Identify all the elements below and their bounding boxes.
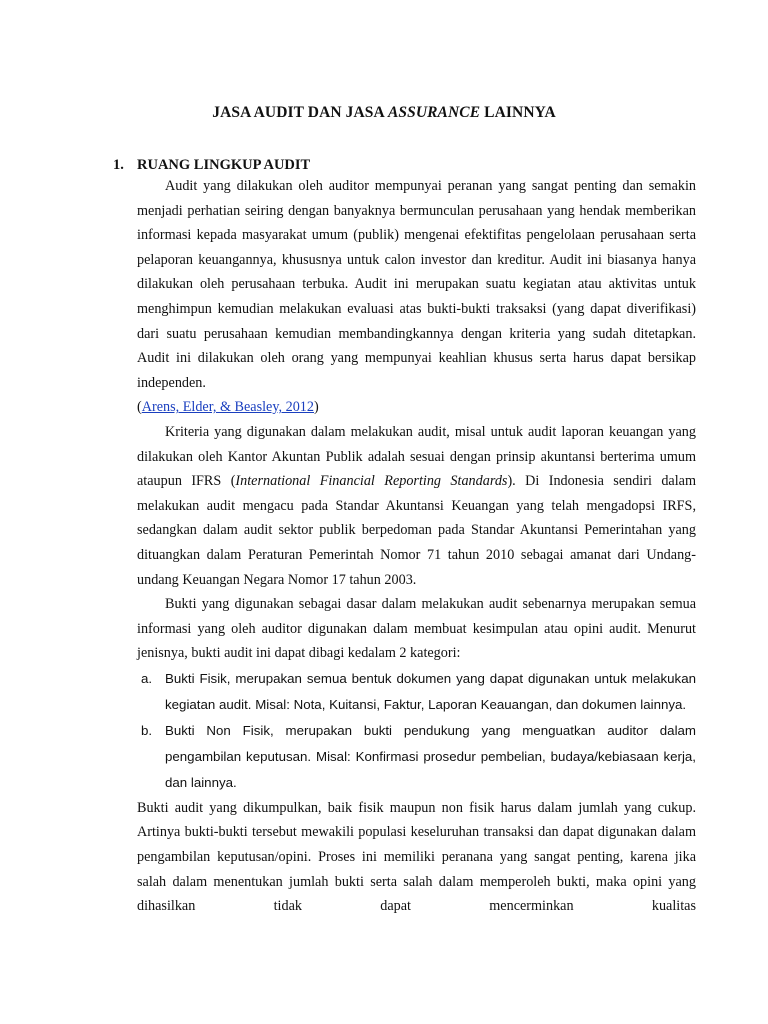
paragraph-criteria	[137, 420, 696, 592]
paragraph-sufficiency	[137, 796, 696, 919]
paragraph-audit-role	[137, 174, 696, 395]
list-item	[137, 666, 696, 718]
list-item-text: Bukti Fisik, merupakan semua bentuk dokumen yang dapat digunakan untuk melakukan kegiatan audit. Misal: Nota, Kuitansi, Faktur, Laporan Keauangan, dan dokumen lainnya.	[165, 670, 696, 712]
citation-line	[137, 395, 696, 420]
list-item-text: Bukti Non Fisik, merupakan bukti pendukung yang menguatkan auditor dalam pengambilan keputusan. Misal: Konfirmasi prosedur pembelian, budaya/kebiasaan kerja, dan lainnya.	[165, 722, 696, 790]
section-heading-text: RUANG LINGKUP AUDIT	[137, 157, 311, 173]
paragraph-3-text: Bukti yang digunakan sebagai dasar dalam melakukan audit sebenarnya merupakan semua informasi yang oleh auditor digunakan dalam membuat kesimpulan atau opini audit. Menurut jenisnya, bukti audit ini dapat dibagi kedalam 2 kategori:	[137, 596, 696, 662]
title-part-2-italic: ASSURANCE	[387, 104, 481, 121]
document-body	[137, 174, 696, 919]
section-heading	[113, 157, 310, 174]
section-number: 1.	[113, 157, 124, 173]
list-marker: a.	[141, 670, 153, 686]
paragraph-4-text: Bukti audit yang dikumpulkan, baik fisik maupun non fisik harus dalam jumlah yang cukup. Artinya bukti-bukti tersebut mewakili populasi keseluruhan transaksi dan dapat digunakan dalam pengambilan keputusan/opini. Proses ini memiliki peranana yang sangat penting, karena jika salah dalam menentukan jumlah bukti serta salah dalam memperoleh bukti, maka opini yang dihasilkan tidak dapat mencerminkan kualitas	[137, 799, 696, 915]
title-part-1: JASA AUDIT DAN JASA	[212, 104, 384, 121]
list-marker: b.	[141, 722, 153, 738]
title-part-3: LAINNYA	[484, 104, 556, 121]
paragraph-1-text: Audit yang dilakukan oleh auditor mempunyai peranan yang sangat penting dan semakin menjadi perhatian seiring dengan banyaknya bermunculan perusahaan yang hendak memberikan informasi kepada masyarakat umum (publik) mengenai efektifitas pengelolaan perusahaan serta pelaporan keuangannya, khususnya untuk calon investor dan kreditur. Audit ini biasanya hanya dilakukan oleh perusahaan terbuka. Audit ini merupakan suatu kegiatan atau aktivitas untuk menghimpun kemudian melakukan evaluasi atas bukti-bukti traksaksi (yang dapat diverifikasi) dari suatu perusahaan kemudian membandingkannya dengan kriteria yang sudah ditetapkan. Audit ini dilakukan oleh orang yang mempunyai keahlian khusus serta harus dapat bersikap independen.	[137, 178, 696, 391]
document-title	[0, 104, 768, 122]
evidence-category-list	[137, 666, 696, 796]
paragraph-evidence	[137, 592, 696, 666]
citation-open: (	[137, 399, 142, 416]
paragraph-2-italic: International Financial Reporting Standards	[235, 473, 508, 490]
citation-link[interactable]: Arens, Elder, & Beasley, 2012	[141, 399, 314, 416]
list-item	[137, 718, 696, 796]
paragraph-2-before: Kriteria yang digunakan dalam melakukan audit, misal untuk audit laporan keuangan yang dilakukan oleh Kantor Akuntan Publik adalah sesuai dengan prinsip akuntansi berterima umum ataupun IFRS (	[137, 423, 696, 490]
paragraph-2-after: ). Di Indonesia sendiri dalam melakukan audit mengacu pada Standar Akuntansi Keuangan yang telah mengadopsi IRFS, sedangkan dalam audit sektor publik berpedoman pada Standar Akuntansi Pemerintahan yang dituangkan dalam Peraturan Pemerintah Nomor 71 tahun 2010 sebagai amanat dari Undang-undang Keuangan Negara Nomor 17 tahun 2003.	[137, 473, 696, 588]
citation-close: )	[314, 399, 319, 416]
